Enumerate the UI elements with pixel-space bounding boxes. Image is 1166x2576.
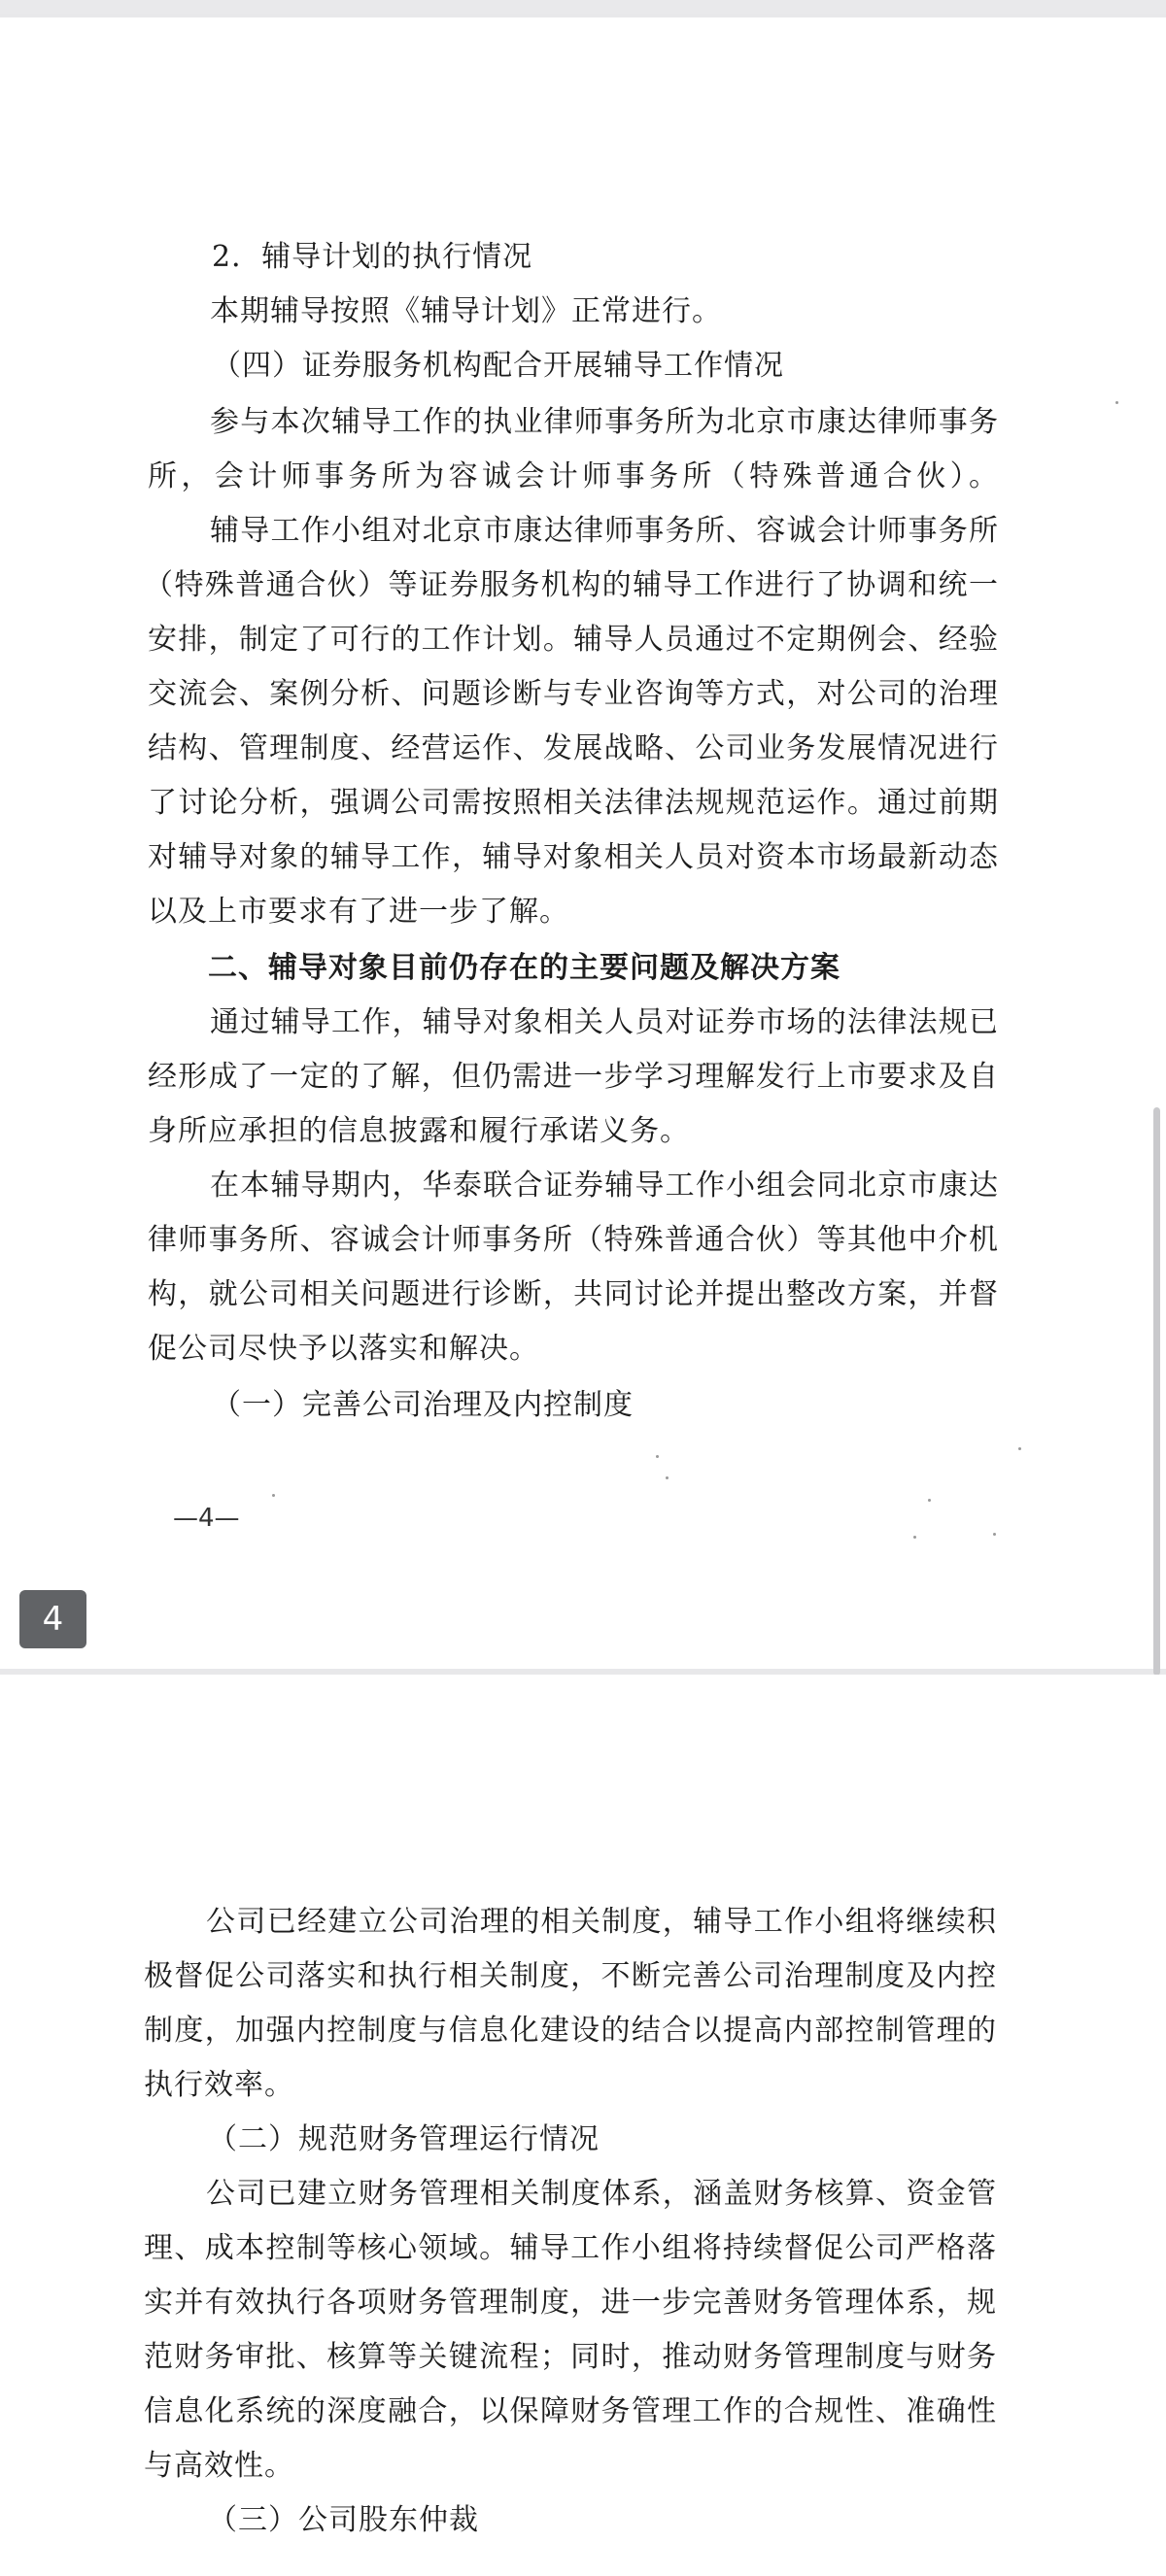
paragraph-line: 制度，加强内控制度与信息化建设的结合以提高内部控制管理的 <box>144 2014 997 2048</box>
scan-speck <box>1115 401 1118 404</box>
vertical-scrollbar[interactable] <box>1153 1107 1160 1676</box>
paragraph-line: 执行效率。 <box>144 2068 294 2102</box>
scan-speck <box>656 1455 659 1458</box>
scan-speck <box>913 1536 916 1539</box>
paragraph-line: 极督促公司落实和执行相关制度，不断完善公司治理制度及内控 <box>144 1959 997 1993</box>
paragraph-line: 公司已建立财务管理相关制度体系，涵盖财务核算、资金管 <box>206 2177 997 2211</box>
viewer-top-bar <box>0 0 1166 14</box>
paragraph-line: 促公司尽快予以落实和解决。 <box>148 1332 539 1366</box>
paragraph-line: 结构、管理制度、经营运作、发展战略、公司业务发展情况进行 <box>148 731 999 765</box>
document-page-4 <box>0 17 1166 1669</box>
paragraph-line: 范财务审批、核算等关键流程；同时，推动财务管理制度与财务 <box>144 2340 997 2374</box>
paragraph-line: 信息化系统的深度融合，以保障财务管理工作的合规性、准确性 <box>144 2394 997 2428</box>
paragraph-line: 通过辅导工作，辅导对象相关人员对证券市场的法律法规已 <box>210 1005 999 1039</box>
paragraph-line: 了讨论分析，强调公司需按照相关法律法规规范运作。通过前期 <box>148 786 999 820</box>
scan-speck <box>272 1494 275 1497</box>
paragraph-line: 辅导工作小组对北京市康达律师事务所、容诚会计师事务所 <box>210 514 999 548</box>
paragraph-line: 律师事务所、容诚会计师事务所（特殊普通合伙）等其他中介机 <box>148 1223 999 1257</box>
page-indicator-badge: 4 <box>19 1590 86 1648</box>
section-2-heading: 2．辅导计划的执行情况 <box>212 240 533 274</box>
paragraph-line: 身所应承担的信息披露和履行承诺义务。 <box>148 1114 690 1148</box>
paragraph-line: 经形成了一定的了解，但仍需进一步学习理解发行上市要求及自 <box>148 1060 999 1094</box>
paragraph-line: 与高效性。 <box>144 2449 294 2483</box>
paragraph-line: 安排，制定了可行的工作计划。辅导人员通过不定期例会、经验 <box>148 623 999 657</box>
paragraph-line: 所，会计师事务所为容诚会计师事务所（特殊普通合伙）。 <box>148 459 999 493</box>
document-page-5 <box>0 1675 1166 2576</box>
paragraph-line: 交流会、案例分析、问题诊断与专业咨询等方式，对公司的治理 <box>148 677 999 711</box>
paragraph-line: 构，就公司相关问题进行诊断，共同讨论并提出整改方案，并督 <box>148 1277 999 1311</box>
page-number: —4— <box>173 1504 240 1533</box>
section-2-body: 本期辅导按照《辅导计划》正常进行。 <box>210 294 722 328</box>
subsection-2-heading: （二）规范财务管理运行情况 <box>208 2122 600 2156</box>
paragraph-line: 理、成本控制等核心领域。辅导工作小组将持续督促公司严格落 <box>144 2231 997 2265</box>
paragraph-line: 公司已经建立公司治理的相关制度，辅导工作小组将继续积 <box>206 1905 997 1939</box>
scan-speck <box>1018 1447 1021 1450</box>
paragraph-line: 实并有效执行各项财务管理制度，进一步完善财务管理体系，规 <box>144 2286 997 2320</box>
scan-speck <box>666 1476 669 1479</box>
paragraph-line: （特殊普通合伙）等证券服务机构的辅导工作进行了协调和统一 <box>144 568 999 602</box>
subsection-3-heading: （三）公司股东仲裁 <box>208 2503 479 2537</box>
section-4-heading: （四）证券服务机构配合开展辅导工作情况 <box>212 349 784 383</box>
subsection-1-heading: （一）完善公司治理及内控制度 <box>212 1388 634 1422</box>
scan-speck <box>993 1533 996 1536</box>
paragraph-line: 在本辅导期内，华泰联合证券辅导工作小组会同北京市康达 <box>210 1169 999 1203</box>
part-2-heading: 二、辅导对象目前仍存在的主要问题及解决方案 <box>208 951 840 985</box>
scan-speck <box>928 1499 931 1502</box>
paragraph-line: 以及上市要求有了进一步了解。 <box>148 895 569 929</box>
paragraph-line: 参与本次辅导工作的执业律师事务所为北京市康达律师事务 <box>210 405 999 439</box>
paragraph-line: 对辅导对象的辅导工作，辅导对象相关人员对资本市场最新动态 <box>148 840 999 874</box>
